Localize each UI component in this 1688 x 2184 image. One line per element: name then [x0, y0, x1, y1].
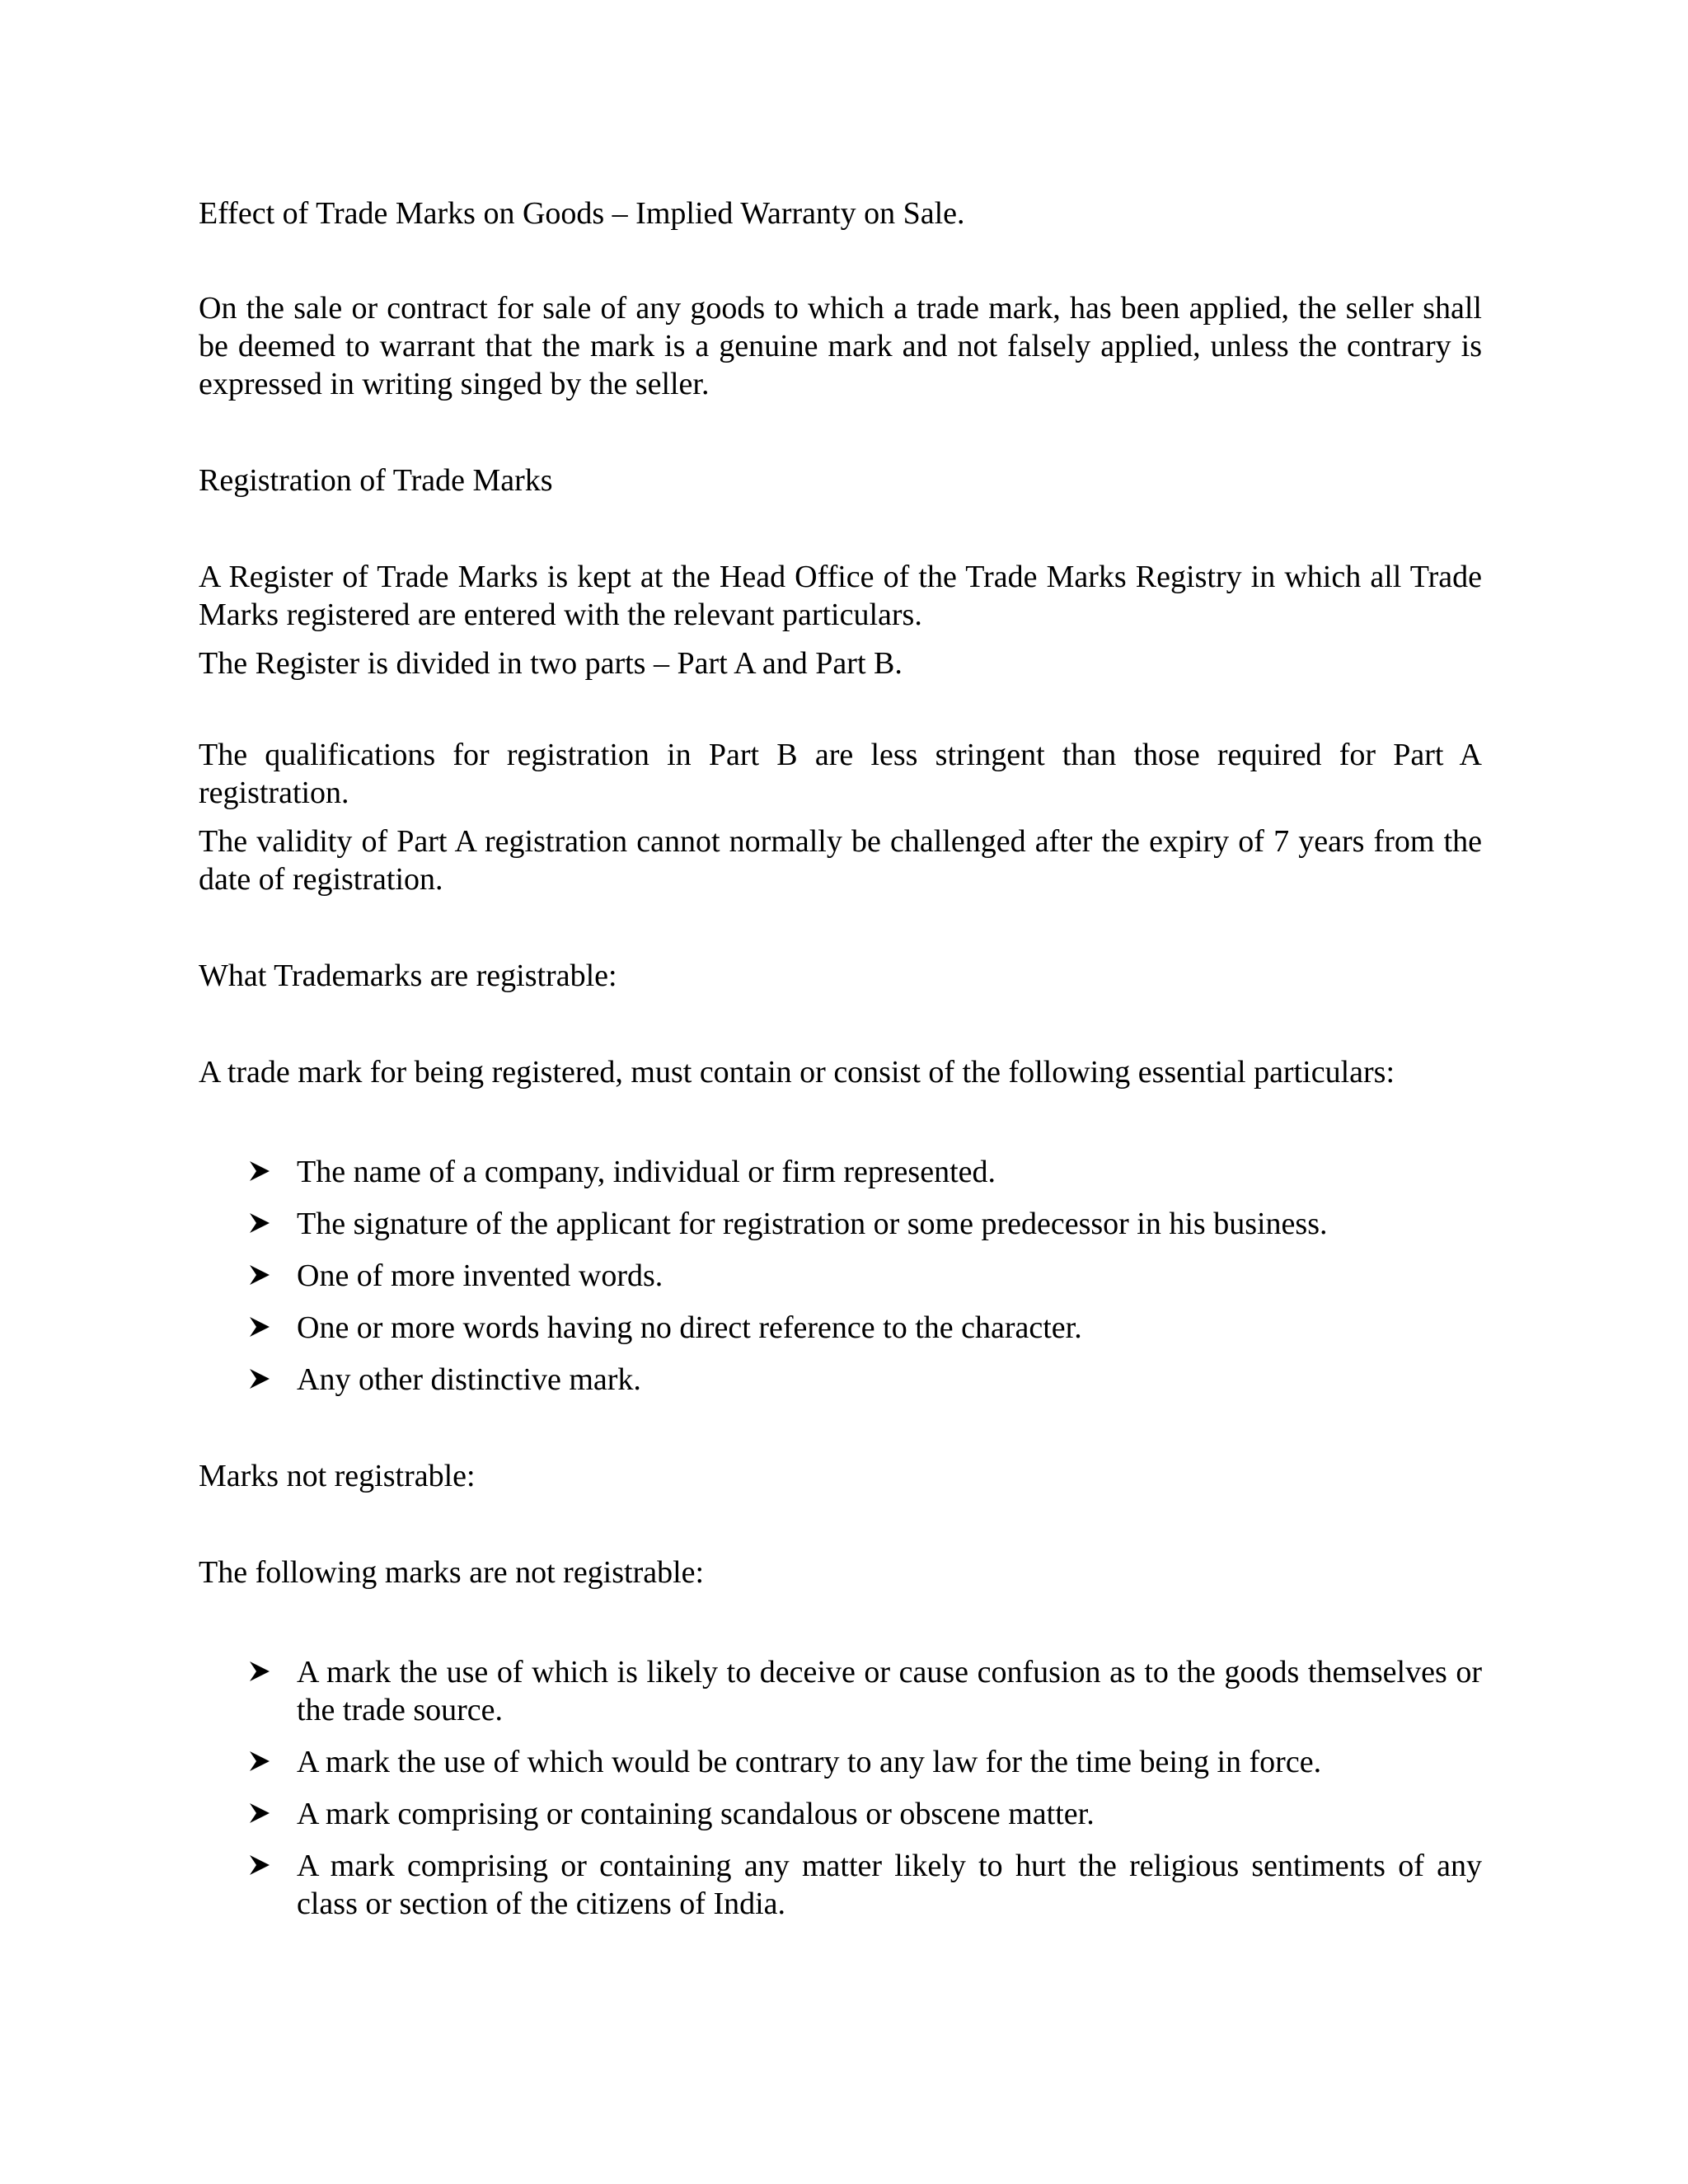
list-item — [297, 1309, 1482, 1347]
arrowhead-bullet-icon — [249, 1309, 274, 1347]
list-item-text: A mark the use of which is likely to deceive or cause confusion as to the goods themselves or the trade source. — [297, 1655, 1482, 1727]
section-heading-registration: Registration of Trade Marks — [199, 463, 553, 498]
list-item — [297, 1153, 1482, 1191]
paragraph-part-b-qualifications: The qualifications for registration in Part B are less stringent than those required for Part A registration. — [199, 738, 1482, 810]
list-item — [297, 1743, 1482, 1781]
list-item-text: The signature of the applicant for registration or some predecessor in his business. — [297, 1207, 1328, 1241]
list-item-text: Any other distinctive mark. — [297, 1362, 641, 1397]
registrable-list — [199, 1153, 1482, 1399]
list-item — [297, 1795, 1482, 1833]
paragraph-implied-warranty: On the sale or contract for sale of any goods to which a trade mark, has been applied, the seller shall be deemed to warrant that the mark is a genuine mark and not falsely applied, unless the contrary is expressed in writing singed by the seller. — [199, 291, 1482, 401]
list-item-text: One of more invented words. — [297, 1258, 663, 1293]
document-body — [199, 194, 1482, 1923]
arrowhead-bullet-icon — [249, 1847, 274, 1885]
arrowhead-bullet-icon — [249, 1205, 274, 1243]
list-item — [297, 1257, 1482, 1295]
list-item-text: The name of a company, individual or firm represented. — [297, 1155, 996, 1189]
arrowhead-bullet-icon — [249, 1653, 274, 1691]
arrowhead-bullet-icon — [249, 1257, 274, 1295]
list-item — [297, 1847, 1482, 1923]
list-item-text: A mark comprising or containing scandalous or obscene matter. — [297, 1797, 1095, 1831]
paragraph-register-parts: The Register is divided in two parts – Part A and Part B. — [199, 646, 903, 681]
list-item-text: A mark the use of which would be contrary to any law for the time being in force. — [297, 1745, 1322, 1779]
list-item — [297, 1653, 1482, 1729]
list-item — [297, 1205, 1482, 1243]
section-heading-registrable: What Trademarks are registrable: — [199, 958, 617, 993]
not-registrable-list — [199, 1653, 1482, 1923]
paragraph-not-registrable-intro: The following marks are not registrable: — [199, 1555, 705, 1590]
section-heading-not-registrable: Marks not registrable: — [199, 1459, 476, 1493]
list-item-text: One or more words having no direct reference to the character. — [297, 1310, 1082, 1345]
arrowhead-bullet-icon — [249, 1743, 274, 1781]
paragraph-part-a-validity: The validity of Part A registration cannot normally be challenged after the expiry of 7 years from the date of registration. — [199, 824, 1482, 897]
paragraph-register-kept: A Register of Trade Marks is kept at the Head Office of the Trade Marks Registry in which all Trade Marks registered are entered with the relevant particulars. — [199, 560, 1482, 632]
arrowhead-bullet-icon — [249, 1795, 274, 1833]
list-item — [297, 1361, 1482, 1399]
section-heading-implied-warranty: Effect of Trade Marks on Goods – Implied Warranty on Sale. — [199, 196, 965, 231]
arrowhead-bullet-icon — [249, 1153, 274, 1191]
paragraph-registrable-intro: A trade mark for being registered, must contain or consist of the following essential particulars: — [199, 1055, 1395, 1090]
arrowhead-bullet-icon — [249, 1361, 274, 1399]
list-item-text: A mark comprising or containing any matter likely to hurt the religious sentiments of any class or section of the citizens of India. — [297, 1849, 1482, 1921]
